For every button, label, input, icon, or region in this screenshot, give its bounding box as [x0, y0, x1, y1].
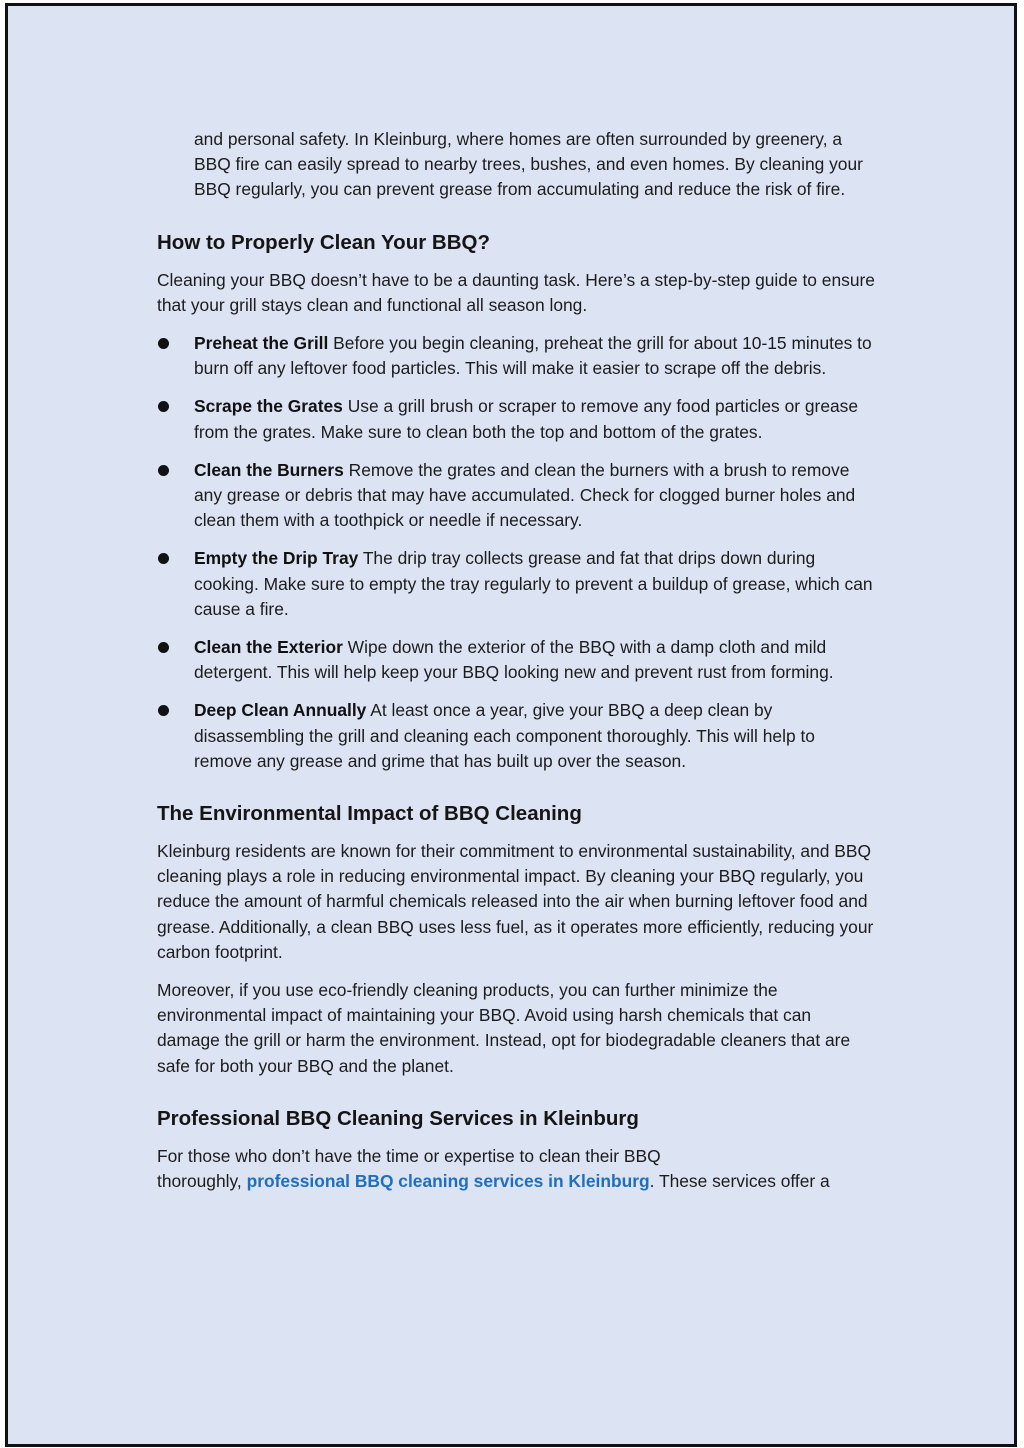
bullet-icon — [158, 401, 169, 412]
step-text: Use a grill brush or scraper to remove any food particles or grease from the grates. Make sure to clean both the top and bottom of the grates. — [194, 396, 859, 442]
step-text: Wipe down the exterior of the BBQ with a damp cloth and mild detergent. This will help keep your BBQ looking new and prevent rust from forming. — [194, 637, 834, 683]
bullet-icon — [158, 705, 169, 716]
heading-how-to-clean: How to Properly Clean Your BBQ? — [157, 230, 490, 254]
list-item — [157, 458, 877, 534]
step-text: Before you begin cleaning, preheat the grill for about 10-15 minutes to burn off any leftover food particles. This will make it easier to scrape off the debris. — [194, 333, 872, 379]
document-content — [157, 127, 877, 1194]
professional-before-link: thoroughly, — [157, 1171, 247, 1192]
list-item — [157, 546, 877, 622]
document-page — [5, 3, 1017, 1447]
bullet-icon — [158, 553, 169, 564]
professional-paragraph — [157, 1144, 877, 1194]
step-term: Clean the Burners — [194, 459, 344, 480]
step-text: The drip tray collects grease and fat that drips down during cooking. Make sure to empty the tray regularly to prevent a buildup of grease, which can cause a fire. — [194, 548, 873, 619]
clean-intro-paragraph: Cleaning your BBQ doesn’t have to be a daunting task. Here’s a step-by-step guide to ensure that your grill stays clean and functional all season long. — [157, 269, 875, 315]
step-term: Clean the Exterior — [194, 637, 343, 658]
environmental-paragraph-1: Kleinburg residents are known for their commitment to environmental sustainability, and BBQ cleaning plays a role in reducing environmental impact. By cleaning your BBQ regularly, you reduce the amount of harmful chemicals released into the air when burning leftover food and grease. Additionally, a clean BBQ uses less fuel, as it operates more efficiently, reducing your carbon footprint. — [157, 841, 874, 962]
step-term: Preheat the Grill — [194, 333, 329, 354]
cleaning-steps-list — [157, 331, 877, 774]
bullet-icon — [158, 642, 169, 653]
list-item — [157, 698, 877, 774]
heading-professional-services: Professional BBQ Cleaning Services in Kleinburg — [157, 1106, 639, 1130]
environmental-paragraph-2: Moreover, if you use eco-friendly cleaning products, you can further minimize the environmental impact of maintaining your BBQ. Avoid using harsh chemicals that can damage the grill or harm the environment. Instead, opt for biodegradable cleaners that are safe for both your BBQ and the planet. — [157, 980, 851, 1076]
professional-after-link: . These services offer a — [649, 1171, 830, 1192]
step-term: Scrape the Grates — [194, 396, 343, 417]
list-item — [157, 394, 877, 444]
step-text: Remove the grates and clean the burners with a brush to remove any grease or debris that may have accumulated. Check for clogged burner holes and clean them with a toothpick or needle if necessary. — [194, 459, 856, 531]
list-item — [157, 331, 877, 381]
bullet-icon — [158, 465, 169, 476]
step-text: At least once a year, give your BBQ a deep clean by disassembling the grill and cleaning each component thoroughly. This will help to remove any grease and grime that has built up over the season. — [194, 700, 815, 771]
bullet-icon — [158, 338, 169, 349]
intro-continuation-paragraph: and personal safety. In Kleinburg, where homes are often surrounded by greenery, a BBQ fire can easily spread to nearby trees, bushes, and even homes. By cleaning your BBQ regularly, you can prevent grease from accumulating and reduce the risk of fire. — [194, 129, 863, 200]
step-term: Empty the Drip Tray — [194, 548, 359, 569]
professional-services-link[interactable]: professional BBQ cleaning services in Kleinburg — [246, 1171, 650, 1192]
list-item — [157, 635, 877, 685]
professional-line-1: For those who don’t have the time or expertise to clean their BBQ — [157, 1145, 661, 1166]
heading-environmental-impact: The Environmental Impact of BBQ Cleaning — [157, 802, 582, 826]
step-term: Deep Clean Annually — [194, 700, 367, 721]
